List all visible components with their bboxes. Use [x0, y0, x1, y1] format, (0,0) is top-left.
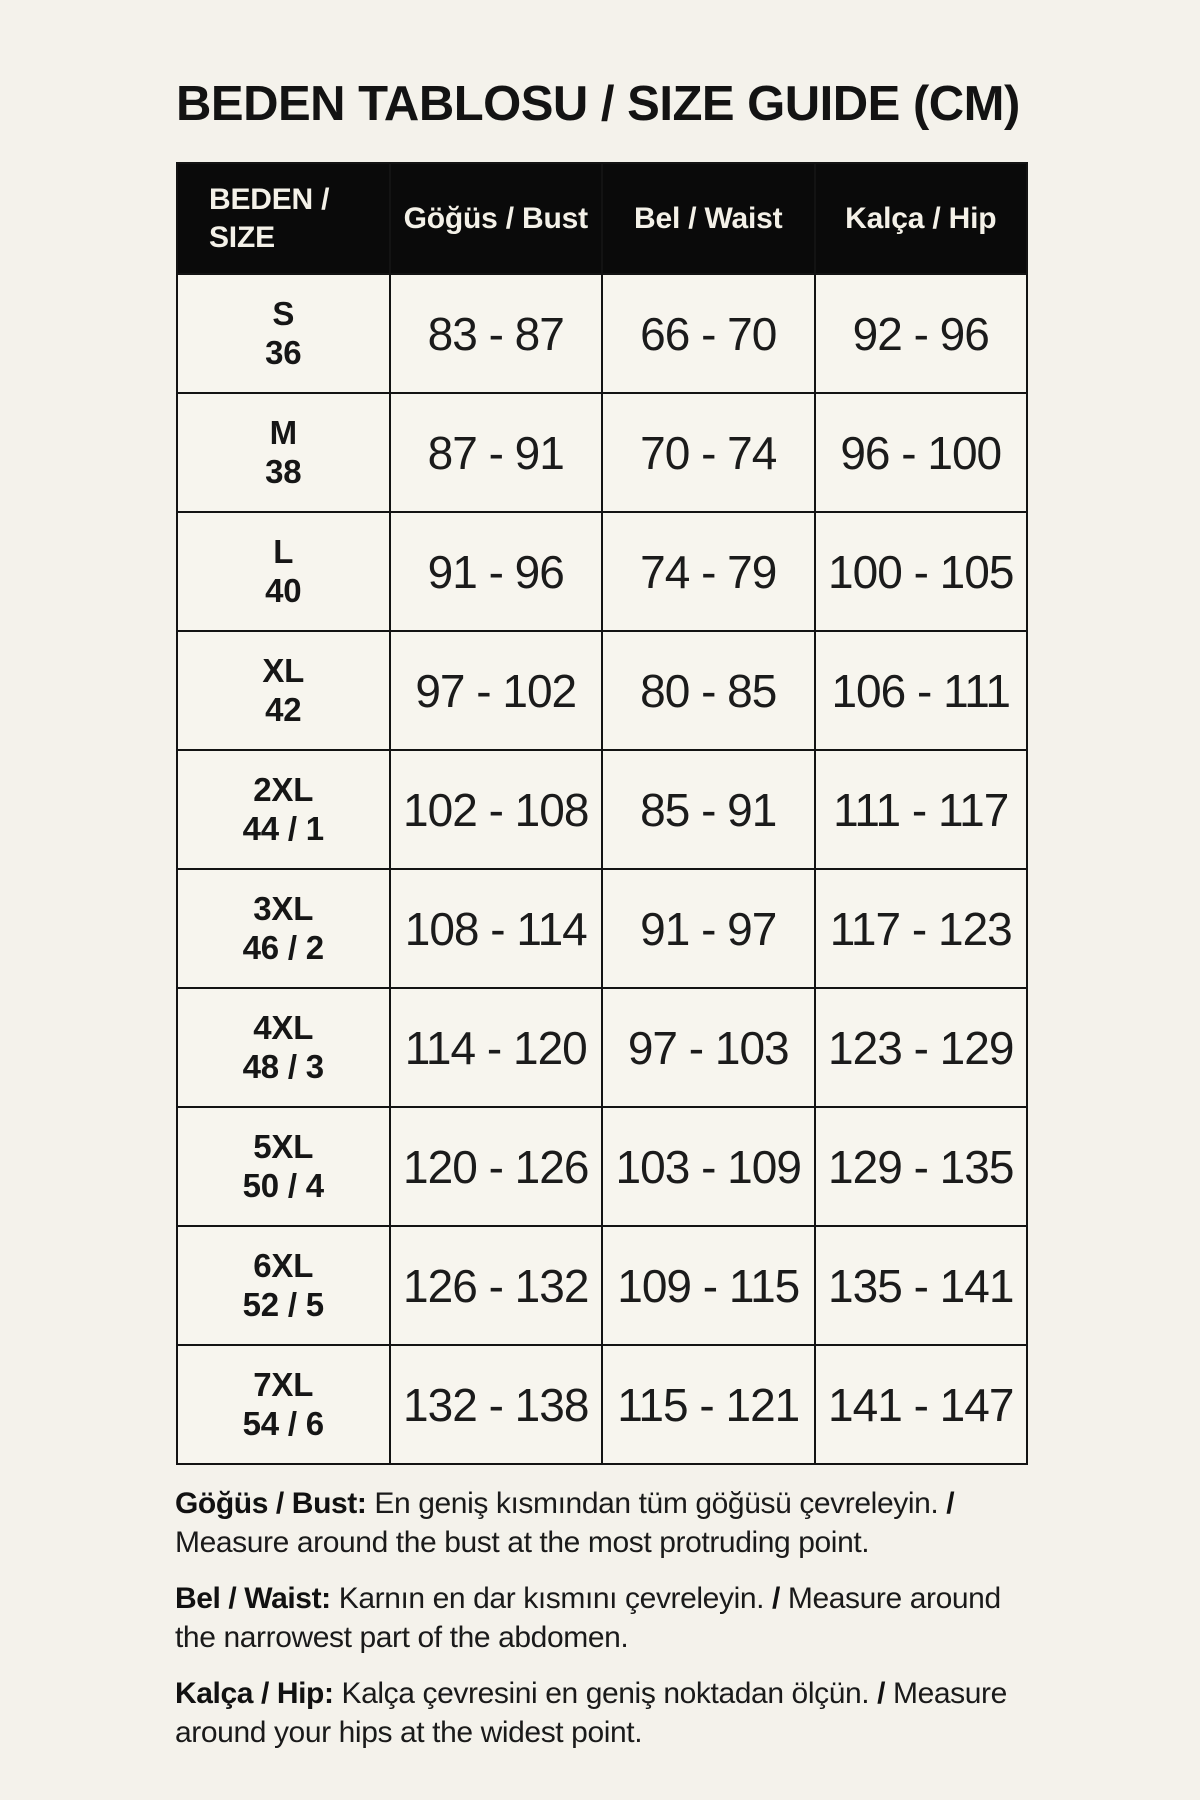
size-alt-label: 44 / 1 — [242, 809, 324, 847]
header-cell-bust: Göğüs / Bust — [390, 163, 603, 274]
hip-value: 96 - 100 — [815, 393, 1028, 512]
size-label: 3XL — [253, 889, 314, 927]
size-alt-label: 48 / 3 — [242, 1047, 324, 1085]
note-bust-tr: En geniş kısmından tüm göğüsü çevreleyin. — [374, 1487, 939, 1520]
size-label: 2XL — [253, 770, 314, 808]
size-label: M — [269, 413, 297, 451]
size-label: XL — [262, 651, 305, 689]
table-row — [177, 393, 1027, 512]
table-row — [177, 988, 1027, 1107]
size-cell — [177, 393, 390, 512]
note-hip-tr: Kalça çevresini en geniş noktadan ölçün. — [341, 1677, 870, 1710]
header-size-line2: SIZE — [209, 220, 275, 254]
header-size-line1: BEDEN / — [209, 182, 330, 216]
size-table-body — [177, 274, 1027, 1464]
hip-value: 100 - 105 — [815, 512, 1028, 631]
size-label: 7XL — [253, 1365, 314, 1403]
table-header — [177, 163, 1027, 274]
note-waist-separator: / — [772, 1582, 780, 1615]
size-cell — [177, 1107, 390, 1226]
size-cell — [177, 512, 390, 631]
table-row — [177, 1107, 1027, 1226]
size-guide-table — [176, 162, 1028, 1465]
bust-value: 126 - 132 — [390, 1226, 603, 1345]
note-bust — [175, 1484, 1047, 1562]
waist-value: 109 - 115 — [602, 1226, 815, 1345]
note-waist-tr: Karnın en dar kısmını çevreleyin. — [338, 1582, 765, 1615]
hip-value: 106 - 111 — [815, 631, 1028, 750]
bust-value: 91 - 96 — [390, 512, 603, 631]
note-waist-label: Bel / Waist: — [175, 1582, 331, 1615]
waist-value: 66 - 70 — [602, 274, 815, 393]
hip-value: 117 - 123 — [815, 869, 1028, 988]
measurement-notes — [175, 1484, 1047, 1769]
table-row — [177, 512, 1027, 631]
size-label: 6XL — [253, 1246, 314, 1284]
size-alt-label: 38 — [265, 452, 302, 490]
size-alt-label: 54 / 6 — [242, 1404, 324, 1442]
note-bust-separator: / — [946, 1487, 955, 1520]
size-label: 5XL — [253, 1127, 314, 1165]
size-alt-label: 52 / 5 — [242, 1285, 324, 1323]
size-alt-label: 50 / 4 — [242, 1166, 324, 1204]
page-title: BEDEN TABLOSU / SIZE GUIDE (CM) — [176, 77, 1020, 131]
size-cell — [177, 631, 390, 750]
size-cell — [177, 1226, 390, 1345]
hip-value: 141 - 147 — [815, 1345, 1028, 1464]
hip-value: 129 - 135 — [815, 1107, 1028, 1226]
hip-value: 111 - 117 — [815, 750, 1028, 869]
bust-value: 102 - 108 — [390, 750, 603, 869]
note-hip-separator: / — [877, 1677, 886, 1710]
size-cell — [177, 988, 390, 1107]
bust-value: 132 - 138 — [390, 1345, 603, 1464]
waist-value: 80 - 85 — [602, 631, 815, 750]
size-cell — [177, 1345, 390, 1464]
size-cell — [177, 869, 390, 988]
size-alt-label: 36 — [265, 333, 302, 371]
size-label: S — [272, 294, 295, 332]
header-cell-hip: Kalça / Hip — [815, 163, 1028, 274]
waist-value: 85 - 91 — [602, 750, 815, 869]
bust-value: 83 - 87 — [390, 274, 603, 393]
bust-value: 120 - 126 — [390, 1107, 603, 1226]
bust-value: 97 - 102 — [390, 631, 603, 750]
size-cell — [177, 750, 390, 869]
table-row — [177, 274, 1027, 393]
waist-value: 115 - 121 — [602, 1345, 815, 1464]
size-alt-label: 42 — [265, 690, 302, 728]
waist-value: 91 - 97 — [602, 869, 815, 988]
hip-value: 123 - 129 — [815, 988, 1028, 1107]
note-waist-en: Measure around the narrowest part of the abdomen. — [175, 1582, 1001, 1654]
size-alt-label: 40 — [265, 571, 302, 609]
bust-value: 108 - 114 — [390, 869, 603, 988]
waist-value: 70 - 74 — [602, 393, 815, 512]
waist-value: 103 - 109 — [602, 1107, 815, 1226]
waist-value: 74 - 79 — [602, 512, 815, 631]
note-bust-label: Göğüs / Bust: — [175, 1487, 367, 1520]
note-waist — [175, 1579, 1047, 1657]
note-hip — [175, 1674, 1047, 1752]
table-row — [177, 1226, 1027, 1345]
size-alt-label: 46 / 2 — [242, 928, 324, 966]
header-cell-size — [177, 163, 390, 274]
size-cell — [177, 274, 390, 393]
header-row — [177, 163, 1027, 274]
header-cell-waist: Bel / Waist — [602, 163, 815, 274]
waist-value: 97 - 103 — [602, 988, 815, 1107]
bust-value: 87 - 91 — [390, 393, 603, 512]
size-label: L — [273, 532, 294, 570]
table-row — [177, 631, 1027, 750]
table-row — [177, 1345, 1027, 1464]
table-row — [177, 750, 1027, 869]
hip-value: 135 - 141 — [815, 1226, 1028, 1345]
table-row — [177, 869, 1027, 988]
hip-value: 92 - 96 — [815, 274, 1028, 393]
note-hip-en: Measure around your hips at the widest point. — [175, 1677, 1007, 1749]
note-bust-en: Measure around the bust at the most protruding point. — [175, 1526, 870, 1559]
note-hip-label: Kalça / Hip: — [175, 1677, 334, 1710]
bust-value: 114 - 120 — [390, 988, 603, 1107]
size-label: 4XL — [253, 1008, 314, 1046]
